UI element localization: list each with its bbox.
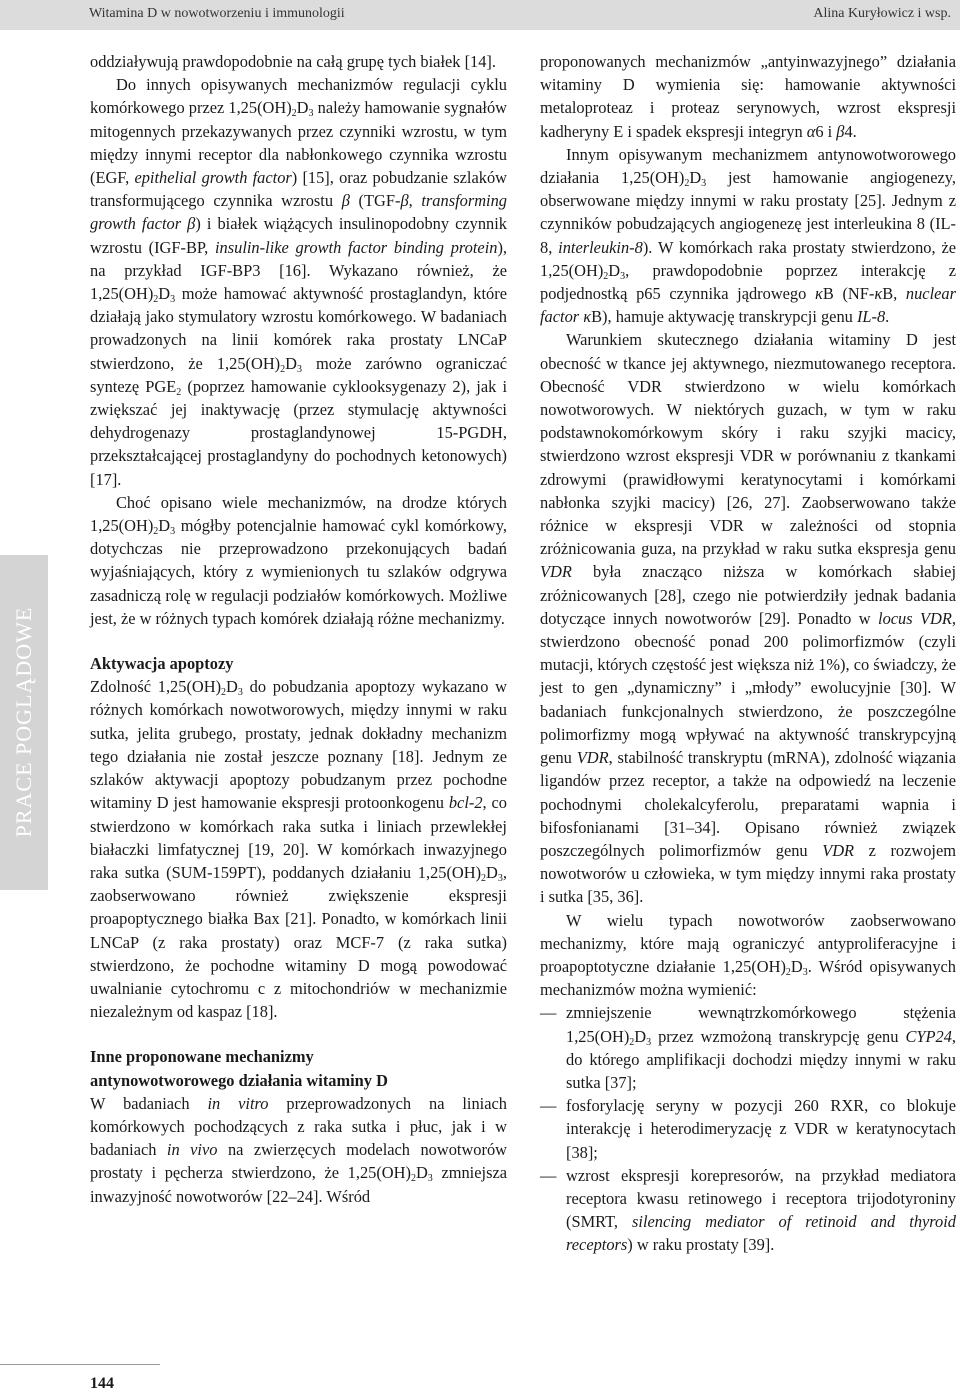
- section-heading: Aktywacja apoptozy: [90, 654, 234, 674]
- paragraph: W wielu typach nowotworów zaobserwowano mechanizmy, które mają ograniczyć antyproliferacyjne i proapoptotyczne działanie $1,25(OH)_2D_3$. Wśród opisywanych mechanizmów można wymienić:: [540, 910, 956, 1000]
- list-item: — wzrost ekspresji korepresorów, na przykład mediatora receptora kwasu retinowego i receptora trijodotyroniny (SMRT, silencing mediator of retinoid and thyroid receptors) w raku prostaty [39].: [540, 1165, 957, 1255]
- running-header: [0, 0, 960, 30]
- paragraph: proponowanych mechanizmów „antyinwazyjnego” działania witaminy D wymienia się: hamowanie aktywności metaloproteaz i proteaz serynowych, wzrost ekspresji kadheryny E i spadek ekspresji integryn α6 i β4.: [540, 52, 956, 141]
- header-authors: Alina Kuryłowicz i wsp.: [813, 6, 951, 21]
- list-item: — fosforylację seryny w pozycji 260 RXR, co blokuje interakcję i heterodimeryzację z VDR w keratynocytach [38];: [540, 1096, 956, 1162]
- paragraph: Warunkiem skutecznego działania witaminy D jest obecność w tkance jej aktywnego, niezmutowanego receptora. Obecność VDR stwierdzono w wielu komórkach nowotworowych. W niektórych guzach, w tym w raku podstawnokomórkowym skóry i raku szyjki macicy, stwierdzono wzrost ekspresji VDR w porównaniu z tkankami zdrowymi (prawidłowymi keratynocytami i komórkami nabłonka szyjki macicy) [26, 27]. Zaobserwowano także różnice w ekspresji VDR w zależności od stopnia zróżnicowania guza, na przykład w raku sutka ekspresja genu VDR była znacząco niższa w komórkach słabiej zróżnicowanych [28], czego nie potwierdziły jednak badania dotyczące innych nowotworów [29]. Ponadto w locus VDR, stwierdzono obecność ponad 200 polimorfizmów (czyli mutacji, których częstość jest większa niż 1%), co świadczy, że jest to gen „dynamiczny” i „młody” ewolucyjnie [30]. W badaniach funkcjonalnych stwierdzono, że poszczególne polimorfizmy mogą wpływać na aktywność transkrypcyjną genu VDR, stabilność transkryptu (mRNA), zdolność wiązania ligandów przez receptor, a także na odpowiedź na leczenie pochodnymi cholekalcyferolu, preparatami wapnia i bifosfonianami [31–34]. Opisano również związek poszczególnych polimorfizmów genu VDR z rozwojem nowotworów u człowieka, w tym między innymi raka prostaty i sutka [35, 36].: [540, 330, 956, 907]
- section-heading: Inne proponowane mechanizmy antynowotworowego działania witaminy D: [90, 1047, 388, 1090]
- page-number: 144: [90, 1375, 114, 1392]
- right-column: [540, 50, 956, 1257]
- list-item: — zmniejszenie wewnątrzkomórkowego stężenia $1,25(OH)_2D_3$ przez wzmożoną transkrypcję genu CYP24, do którego amplifikacji dochodzi między innymi w raku sutka [37];: [540, 1003, 956, 1092]
- paragraph: oddziaływują prawdopodobnie na całą grupę tych białek [14].: [90, 52, 496, 71]
- sidebar-label: PRACE POGLĄDOWE: [11, 606, 36, 838]
- section-sidebar: [0, 555, 48, 890]
- paragraph: W badaniach in vitro przeprowadzonych na liniach komórkowych pochodzących z raka sutka i płuc, jak i w badaniach in vivo na zwierzęcych modelach nowotworów prostaty i pęcherza stwierdzono, że $1,25(OH)_2D_3$ zmniejsza inwazyjność nowotworów [22–24]. Wśród: [90, 1093, 507, 1206]
- paragraph: Choć opisano wiele mechanizmów, na drodze których $1,25(OH)_2D_3$ mógłby potencjalnie hamować cykl komórkowy, dotychczas nie przeprowadzono przekonujących badań wyjaśniających, który z wymienionych tu szlaków odgrywa zasadniczą rolę w regulacji podziałów komórkowych. Możliwe jest, że w różnych typach komórek działają różne mechanizmy.: [90, 492, 507, 628]
- paragraph: Zdolność $1,25(OH)_2D_3$ do pobudzania apoptozy wykazano w różnych komórkach nowotworowych, między innymi w raku sutka, jelita grubego, prostaty, jednak dokładny mechanizm tego działania nie został jeszcze poznany [18]. Jednym ze szlaków aktywacji apoptozy pobudzanym przez pochodne witaminy D jest hamowanie ekspresji protoonkogenu bcl-2, co stwierdzono w komórkach raka sutka i liniach przewlekłej białaczki limfatycznej [19, 20]. W komórkach inwazyjnego raka sutka (SUM-159PT), poddanych działaniu $1,25(OH)_2D_3$, zaobserwowano również zwiększenie ekspresji proapoptycznego białka Bax [21]. Ponadto, w komórkach linii LNCaP (z raka prostaty) oraz MCF-7 (z raka sutka) stwierdzono, że pochodne witaminy D mogą powodować uwalnianie cytochromu c z mitochondriów w mechanizmie niezależnym od kaspaz [18].: [90, 677, 508, 1022]
- paragraph: Innym opisywanym mechanizmem antynowotworowego działania $1,25(OH)_2D_3$ jest hamowanie angiogenezy, obserwowane między innymi w raku prostaty [25]. Jednym z czynników pobudzających angiogenezę jest interleukina 8 (IL-8, interleukin-8). W komórkach raka prostaty stwierdzono, że $1,25(OH)_2D_3$, prawdopodobnie poprzez interakcję z podjednostką p65 czynnika jądrowego κB (NF-κB, nuclear factor κB), hamuje aktywację transkrypcji genu IL-8.: [540, 144, 956, 327]
- page-footer: [0, 1364, 160, 1394]
- header-title: Witamina D w nowotworzeniu i immunologii: [89, 6, 345, 21]
- paragraph: Do innych opisywanych mechanizmów regulacji cyklu komórkowego przez $1,25(OH)_2D_3$ należy hamowanie sygnałów mitogennych przekazywanych przez czynniki wzrostu, w tym między innymi receptor dla nabłonkowego czynnika wzrostu (EGF, epithelial growth factor) [15], oraz pobudzanie szlaków transformującego czynnika wzrostu β (TGF-β, transforming growth factor β) i białek wiążących insulinopodobny czynnik wzrostu (IGF-BP, insulin-like growth factor binding protein), na przykład IGF-BP3 [16]. Wykazano również, że $1,25(OH)_2D_3$ może hamować aktywność prostaglandyn, które działają jako stymulatory wzrostu komórkowego. W badaniach prowadzonych na linii komórek raka prostaty LNCaP stwierdzono, że $1,25(OH)_2D_3$ może zarówno ograniczać syntezę $PGE_2$ (poprzez hamowanie cyklooksygenazy 2), jak i zwiększać jej inaktywację (przez stymulację aktywności dehydrogenazy prostaglandynowej 15-PGDH, przekształcającej prostaglandyny do pochodnych ketonowych) [17].: [90, 75, 508, 489]
- left-column: [90, 50, 507, 1208]
